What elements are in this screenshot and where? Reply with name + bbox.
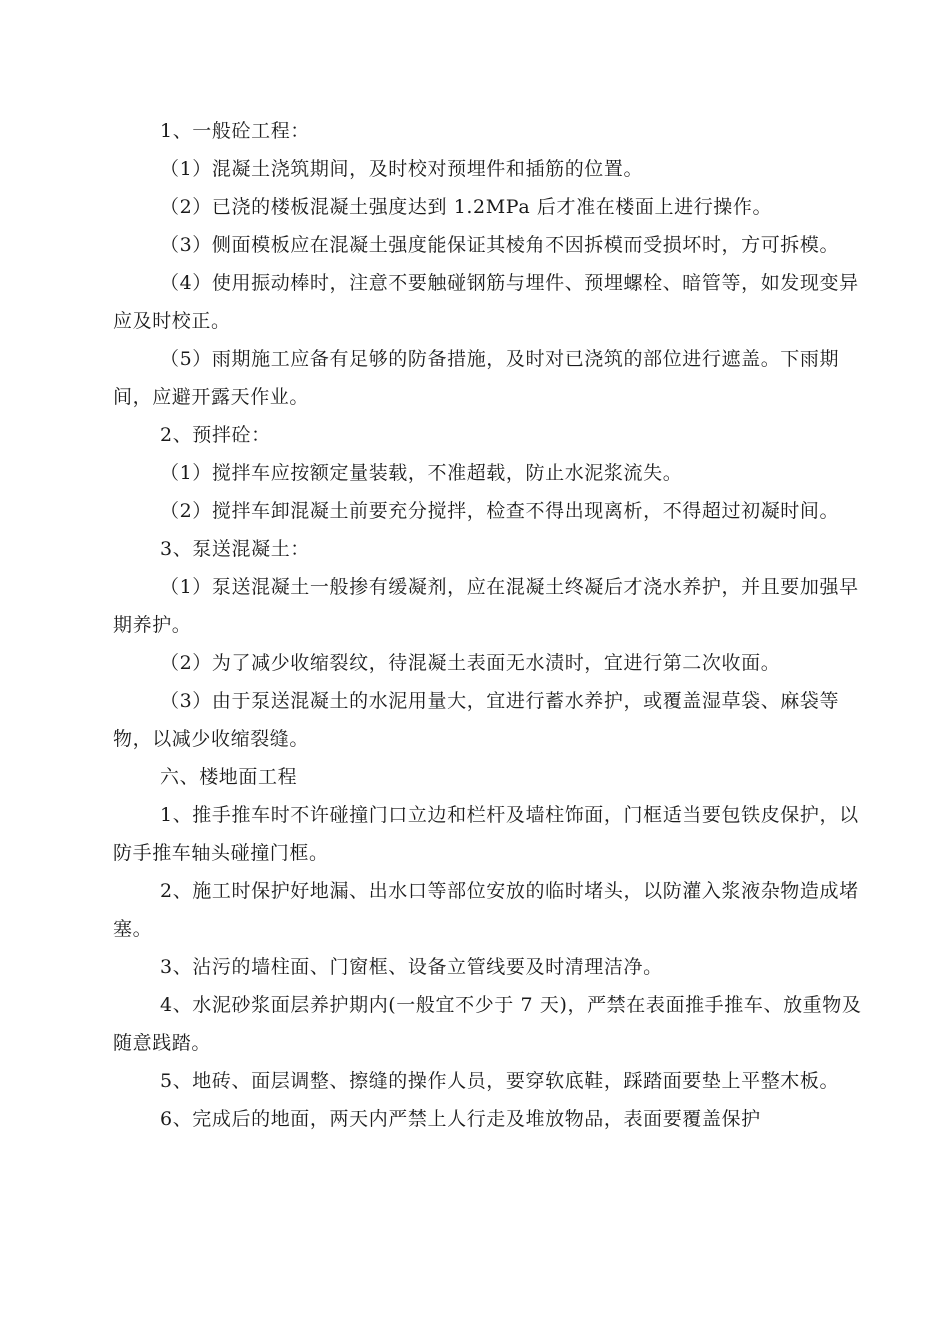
paragraph-item: （1）混凝土浇筑期间，及时校对预埋件和插筋的位置。 <box>160 158 644 180</box>
paragraph-item: （2）为了减少收缩裂纹，待混凝土表面无水渍时，宜进行第二次收面。 <box>160 652 781 674</box>
document-body <box>113 112 873 1138</box>
paragraph-item: （1）泵送混凝土一般掺有缓凝剂，应在混凝土终凝后才浇水养护，并且要加强早期养护。 <box>113 576 859 636</box>
paragraph-item: （2）已浇的楼板混凝土强度达到 1.2MPa 后才准在楼面上进行操作。 <box>160 196 773 218</box>
section-heading-pumped-concrete: 3、泵送混凝土： <box>160 538 310 560</box>
paragraph-item: （2）搅拌车卸混凝土前要充分搅拌，检查不得出现离析，不得超过初凝时间。 <box>160 500 840 522</box>
paragraph-item: （1）搅拌车应按额定量装载，不准超载，防止水泥浆流失。 <box>160 462 683 484</box>
section-heading-general-concrete: 1、一般砼工程： <box>160 120 310 142</box>
paragraph-item: 2、施工时保护好地漏、出水口等部位安放的临时堵头，以防灌入浆液杂物造成堵塞。 <box>113 880 859 940</box>
section-heading-ready-mix: 2、预拌砼： <box>160 424 271 446</box>
paragraph-item: 3、沾污的墙柱面、门窗框、设备立管线要及时清理洁净。 <box>160 956 663 978</box>
paragraph-item: （3）侧面模板应在混凝土强度能保证其棱角不因拆模而受损坏时，方可拆模。 <box>160 234 840 256</box>
paragraph-item: 4、水泥砂浆面层养护期内(一般宜不少于 7 天)，严禁在表面推手推车、放重物及随意践踏。 <box>113 994 862 1054</box>
chapter-heading-floor-works: 六、楼地面工程 <box>160 766 298 788</box>
paragraph-item: （3）由于泵送混凝土的水泥用量大，宜进行蓄水养护，或覆盖湿草袋、麻袋等物，以减少收缩裂缝。 <box>113 690 840 750</box>
paragraph-item: 6、完成后的地面，两天内严禁上人行走及堆放物品，表面要覆盖保护 <box>160 1108 761 1130</box>
paragraph-item: 5、地砖、面层调整、擦缝的操作人员，要穿软底鞋，踩踏面要垫上平整木板。 <box>160 1070 840 1092</box>
paragraph-item: （5）雨期施工应备有足够的防备措施，及时对已浇筑的部位进行遮盖。下雨期间，应避开露天作业。 <box>113 348 840 408</box>
paragraph-item: （4）使用振动棒时，注意不要触碰钢筋与埋件、预埋螺栓、暗管等，如发现变异应及时校正。 <box>113 272 859 332</box>
paragraph-item: 1、推手推车时不许碰撞门口立边和栏杆及墙柱饰面，门框适当要包铁皮保护，以防手推车轴头碰撞门框。 <box>113 804 859 864</box>
